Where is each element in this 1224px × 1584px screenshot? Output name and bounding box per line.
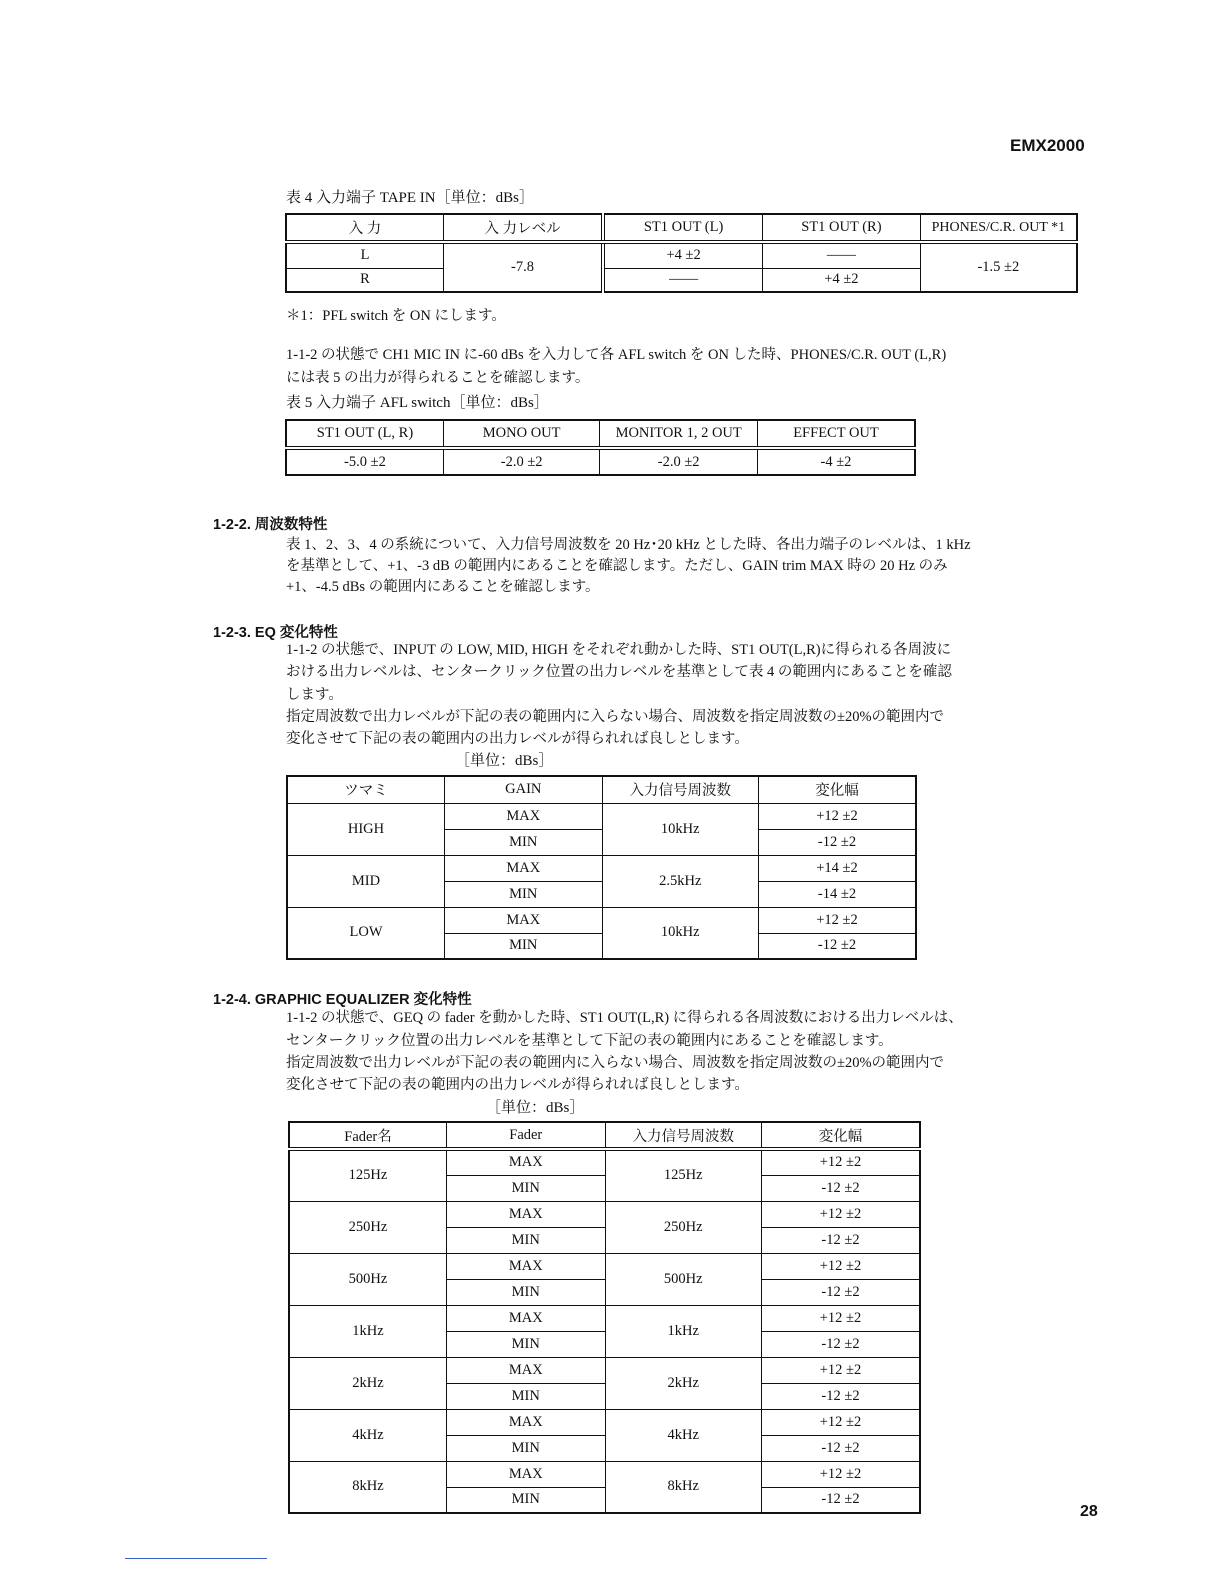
geq-fader-min: MIN: [447, 1487, 605, 1513]
geq-fader-name: 125Hz: [289, 1149, 447, 1201]
geq-min-value: -12 ±2: [762, 1279, 920, 1305]
section-124-line3: 指定周波数で出力レベルが下記の表の範囲内に入らない場合、周波数を指定周波数の±20%の範囲内で: [286, 1055, 945, 1071]
section-123-line5: 変化させて下記の表の範囲内の出力レベルが得られれば良しとします。: [286, 731, 749, 747]
table5-header-row: [286, 420, 915, 448]
table-row: [287, 907, 916, 933]
table-row: [287, 803, 916, 829]
section-123-line1: 1-1-2 の状態で、INPUT の LOW, MID, HIGH をそれぞれ動かした時、ST1 OUT(L,R)に得られる各周波に: [286, 642, 952, 658]
eq-header-freq: 入力信号周波数: [602, 776, 759, 803]
table-row: [289, 1357, 920, 1383]
page-number: 28: [1080, 1503, 1098, 1520]
eq-header-knob: ツマミ: [287, 776, 445, 803]
eq-header-gain: GAIN: [445, 776, 603, 803]
eq-gain-max: MAX: [445, 855, 603, 881]
table5-header-mono: MONO OUT: [443, 420, 599, 448]
eq-freq: 10kHz: [602, 803, 759, 855]
eq-knob: MID: [287, 855, 445, 907]
table4-header-input: 入 力: [286, 214, 444, 242]
geq-header-name: Fader名: [289, 1122, 447, 1149]
table5-mono-value: -2.0 ±2: [443, 448, 599, 475]
table4-phones-value: -1.5 ±2: [920, 242, 1077, 292]
geq-header-row: [289, 1122, 920, 1149]
eq-knob: HIGH: [287, 803, 445, 855]
table5-caption: 表 5 入力端子 AFL switch［単位：dBs］: [286, 395, 549, 411]
geq-fader-max: MAX: [447, 1461, 605, 1487]
table-row: [289, 1409, 920, 1435]
geq-fader-max: MAX: [447, 1201, 605, 1227]
table4-note: ＊1：PFL switch を ON にします。: [286, 308, 506, 324]
table4-input-l: L: [286, 242, 444, 268]
table4-r-st1-r: +4 ±2: [763, 268, 921, 292]
eq-max-value: +14 ±2: [759, 855, 916, 881]
para-112-line1: 1-1-2 の状態で CH1 MIC IN に-60 dBs を入力して各 AFL switch を ON した時、PHONES/C.R. OUT (L,R): [286, 347, 947, 363]
geq-header-range: 変化幅: [762, 1122, 920, 1149]
table-row: [289, 1201, 920, 1227]
geq-freq: 2kHz: [605, 1357, 762, 1409]
geq-max-value: +12 ±2: [762, 1305, 920, 1331]
table5-header-st1: ST1 OUT (L, R): [286, 420, 443, 448]
table5-effect-value: -4 ±2: [757, 448, 915, 475]
section-124-line4: 変化させて下記の表の範囲内の出力レベルが得られれば良しとします。: [286, 1077, 749, 1093]
geq-max-value: +12 ±2: [762, 1409, 920, 1435]
geq-fader-name: 8kHz: [289, 1461, 447, 1513]
table-row: [286, 448, 915, 475]
geq-min-value: -12 ±2: [762, 1331, 920, 1357]
eq-gain-min: MIN: [445, 829, 603, 855]
geq-fader-min: MIN: [447, 1279, 605, 1305]
section-123-line3: します。: [286, 687, 343, 703]
para-112-line2: には表 5 の出力が得られることを確認します。: [286, 370, 590, 386]
table4-header-st1-l: ST1 OUT (L): [603, 214, 763, 242]
eq-header-range: 変化幅: [759, 776, 916, 803]
geq-freq: 250Hz: [605, 1201, 762, 1253]
table4-header-phones: PHONES/C.R. OUT *1: [920, 214, 1077, 242]
table-row: [286, 242, 1077, 268]
geq-freq: 125Hz: [605, 1149, 762, 1201]
geq-fader-name: 250Hz: [289, 1201, 447, 1253]
geq-min-value: -12 ±2: [762, 1383, 920, 1409]
eq-table: [286, 775, 917, 960]
eq-max-value: +12 ±2: [759, 907, 916, 933]
table4-level: -7.8: [444, 242, 604, 292]
section-123-line2: おける出力レベルは、センタークリック位置の出力レベルを基準として表 4 の範囲内にあることを確認: [286, 664, 952, 680]
table-row: [289, 1305, 920, 1331]
eq-freq: 2.5kHz: [602, 855, 759, 907]
geq-header-freq: 入力信号周波数: [605, 1122, 762, 1149]
model-header: EMX2000: [1010, 136, 1085, 155]
footer-rule: [125, 1558, 267, 1559]
geq-fader-name: 2kHz: [289, 1357, 447, 1409]
geq-fader-max: MAX: [447, 1149, 605, 1175]
eq-gain-max: MAX: [445, 907, 603, 933]
eq-knob: LOW: [287, 907, 445, 959]
table5-st1-value: -5.0 ±2: [286, 448, 443, 475]
table5-header-effect: EFFECT OUT: [757, 420, 915, 448]
geq-fader-min: MIN: [447, 1383, 605, 1409]
eq-max-value: +12 ±2: [759, 803, 916, 829]
section-122-line2: を基準として、+1、-3 dB の範囲内にあることを確認します。ただし、GAIN trim MAX 時の 20 Hz のみ: [286, 558, 948, 574]
table5-header-monitor: MONITOR 1, 2 OUT: [600, 420, 758, 448]
geq-max-value: +12 ±2: [762, 1357, 920, 1383]
section-122-line1: 表 1、2、3、4 の系統について、入力信号周波数を 20 Hz･20 kHz とした時、各出力端子のレベルは、1 kHz: [286, 537, 971, 553]
section-124-line1: 1-1-2 の状態で、GEQ の fader を動かした時、ST1 OUT(L,R) に得られる各周波数における出力レベルは、: [286, 1010, 963, 1026]
geq-freq: 4kHz: [605, 1409, 762, 1461]
geq-fader-name: 4kHz: [289, 1409, 447, 1461]
geq-fader-name: 1kHz: [289, 1305, 447, 1357]
geq-max-value: +12 ±2: [762, 1149, 920, 1175]
table-row: [289, 1253, 920, 1279]
geq-freq: 500Hz: [605, 1253, 762, 1305]
geq-fader-min: MIN: [447, 1331, 605, 1357]
geq-fader-min: MIN: [447, 1175, 605, 1201]
table-row: [289, 1149, 920, 1175]
table4-header-row: [286, 214, 1077, 242]
geq-max-value: +12 ±2: [762, 1253, 920, 1279]
section-124-title: 1-2-4. GRAPHIC EQUALIZER 変化特性: [213, 992, 472, 1008]
geq-fader-max: MAX: [447, 1409, 605, 1435]
geq-fader-min: MIN: [447, 1227, 605, 1253]
section-123-title: 1-2-3. EQ 変化特性: [213, 625, 338, 641]
geq-freq: 1kHz: [605, 1305, 762, 1357]
table4-header-st1-r: ST1 OUT (R): [763, 214, 921, 242]
section-123-line4: 指定周波数で出力レベルが下記の表の範囲内に入らない場合、周波数を指定周波数の±20%の範囲内で: [286, 709, 945, 725]
section-124-line2: センタークリック位置の出力レベルを基準として下記の表の範囲内にあることを確認します。: [286, 1033, 893, 1049]
geq-min-value: -12 ±2: [762, 1487, 920, 1513]
geq-table: [288, 1121, 921, 1514]
eq-gain-min: MIN: [445, 881, 603, 907]
table4-l-st1-r: ——: [763, 242, 921, 268]
section-122-line3: +1、-4.5 dBs の範囲内にあることを確認します。: [286, 579, 600, 595]
table4-header-level: 入 力レベル: [444, 214, 604, 242]
table4: [285, 213, 1078, 293]
eq-header-row: [287, 776, 916, 803]
geq-min-value: -12 ±2: [762, 1435, 920, 1461]
geq-fader-name: 500Hz: [289, 1253, 447, 1305]
section-124-unit: ［単位：dBs］: [486, 1100, 585, 1116]
geq-fader-min: MIN: [447, 1435, 605, 1461]
eq-freq: 10kHz: [602, 907, 759, 959]
table-row: [289, 1461, 920, 1487]
geq-freq: 8kHz: [605, 1461, 762, 1513]
geq-header-fader: Fader: [447, 1122, 605, 1149]
eq-min-value: -14 ±2: [759, 881, 916, 907]
table4-l-st1-l: +4 ±2: [603, 242, 763, 268]
eq-min-value: -12 ±2: [759, 933, 916, 959]
table4-caption: 表 4 入力端子 TAPE IN［単位：dBs］: [286, 190, 534, 206]
eq-gain-min: MIN: [445, 933, 603, 959]
table5-monitor-value: -2.0 ±2: [600, 448, 758, 475]
table4-r-st1-l: ——: [603, 268, 763, 292]
table-row: [287, 855, 916, 881]
geq-max-value: +12 ±2: [762, 1461, 920, 1487]
section-123-unit: ［単位：dBs］: [455, 753, 554, 769]
geq-max-value: +12 ±2: [762, 1201, 920, 1227]
geq-fader-max: MAX: [447, 1305, 605, 1331]
geq-min-value: -12 ±2: [762, 1175, 920, 1201]
table5: [285, 419, 916, 476]
eq-gain-max: MAX: [445, 803, 603, 829]
geq-fader-max: MAX: [447, 1357, 605, 1383]
table4-input-r: R: [286, 268, 444, 292]
section-122-title: 1-2-2. 周波数特性: [213, 517, 328, 533]
eq-min-value: -12 ±2: [759, 829, 916, 855]
geq-min-value: -12 ±2: [762, 1227, 920, 1253]
geq-fader-max: MAX: [447, 1253, 605, 1279]
